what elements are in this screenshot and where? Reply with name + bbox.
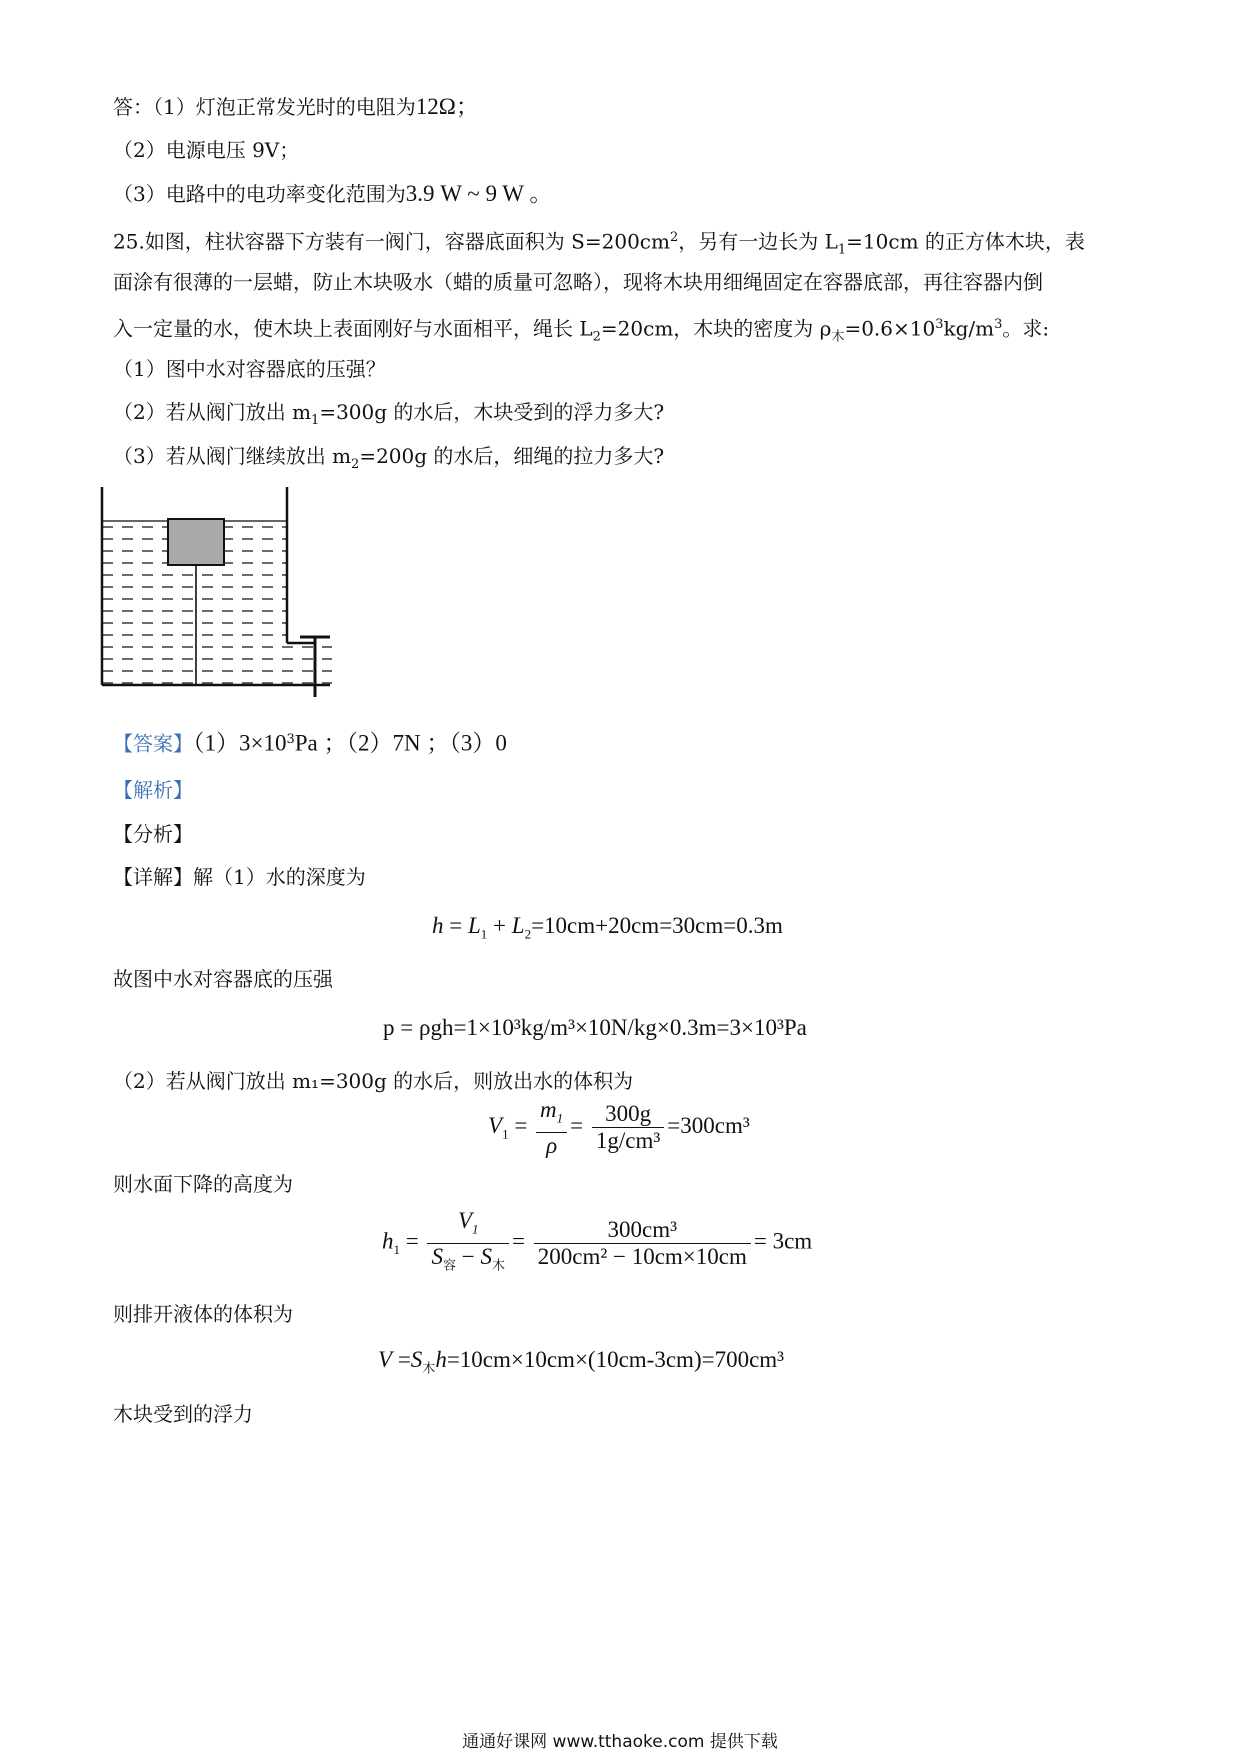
- answer-line-3: （3）电路中的电功率变化范围为3.9 W ~ 9 W 。: [113, 181, 553, 206]
- container-diagram: [100, 485, 380, 715]
- equation-depth: $h = L_1 + L_2=10cm+20cm=30cm=0.3m$: [432, 913, 783, 942]
- equation-displaced: $V =S_木h=10cm\times 10cm\times(10cm-3cm)=700cm^3$: [378, 1347, 785, 1376]
- sub-question-1: （1）图中水对容器底的压强？: [113, 357, 386, 381]
- answer-line-1: 答：（1）灯泡正常发光时的电阻为12Ω；: [113, 94, 479, 119]
- sub-question-3: （3）若从阀门继续放出 $m_2=200g$ 的水后，细绳的拉力多大?: [113, 444, 665, 472]
- sub-question-2: （2）若从阀门放出 $m_1=300g$ 的水后，木块受到的浮力多大?: [113, 400, 665, 428]
- analysis-subheading: 【分析】: [113, 822, 193, 846]
- question-stem-line-2: 面涂有很薄的一层蜡，防止木块吸水（蜡的质量可忽略），现将木块用细绳固定在容器底部，再往容器内倒: [113, 270, 1043, 294]
- question-stem-line-1: 25.如图，柱状容器下方装有一阀门，容器底面积为 $S=200cm^2$，另有一边长为 $L_1=10cm$ 的正方体木块，表: [113, 229, 1085, 258]
- footer: 通通好课网 www.tthaoke.com 提供下载: [462, 1732, 778, 1752]
- equation-volume: $V_1$ = $\frac{m_1}{\rho}$ = $\frac{300g}{\text{1g/cm³}}$ =300cm³: [488, 1097, 750, 1158]
- text-drop: 则水面下降的高度为: [113, 1172, 293, 1196]
- text-displaced: 则排开液体的体积为: [113, 1302, 293, 1326]
- text-pressure: 故图中水对容器底的压强: [113, 967, 333, 991]
- text-buoyancy: 木块受到的浮力: [113, 1402, 253, 1426]
- wood-block: [168, 519, 224, 565]
- detail-heading: 【详解】解（1）水的深度为: [113, 865, 366, 889]
- text-volume: （2）若从阀门放出 m₁=300g 的水后，则放出水的体积为: [113, 1069, 634, 1093]
- answer-line-2: （2）电源电压 9V；: [113, 138, 300, 162]
- equation-drop: $h_1$ = $\frac{V_1}{S_容 - S_木}$ = $\frac{\text{300cm³}}{\text{200cm² − 10cm×10cm}}$ = 3cm: [382, 1208, 813, 1273]
- answer-line: 【答案】$(1)3\times 10^3Pa$ ；（2）7N ；（3）0: [113, 730, 507, 756]
- analysis-heading: 【解析】: [113, 778, 193, 802]
- equation-pressure: p = ρgh=1×10³kg/m³×10N/kg×0.3m=3×10³Pa: [383, 1015, 807, 1040]
- question-stem-line-3: 入一定量的水，使木块上表面刚好与水面相平，绳长 $L_2=20cm$，木块的密度为 $\rho_木=0.6\times 10^3kg/m^3$。求:: [113, 316, 1050, 345]
